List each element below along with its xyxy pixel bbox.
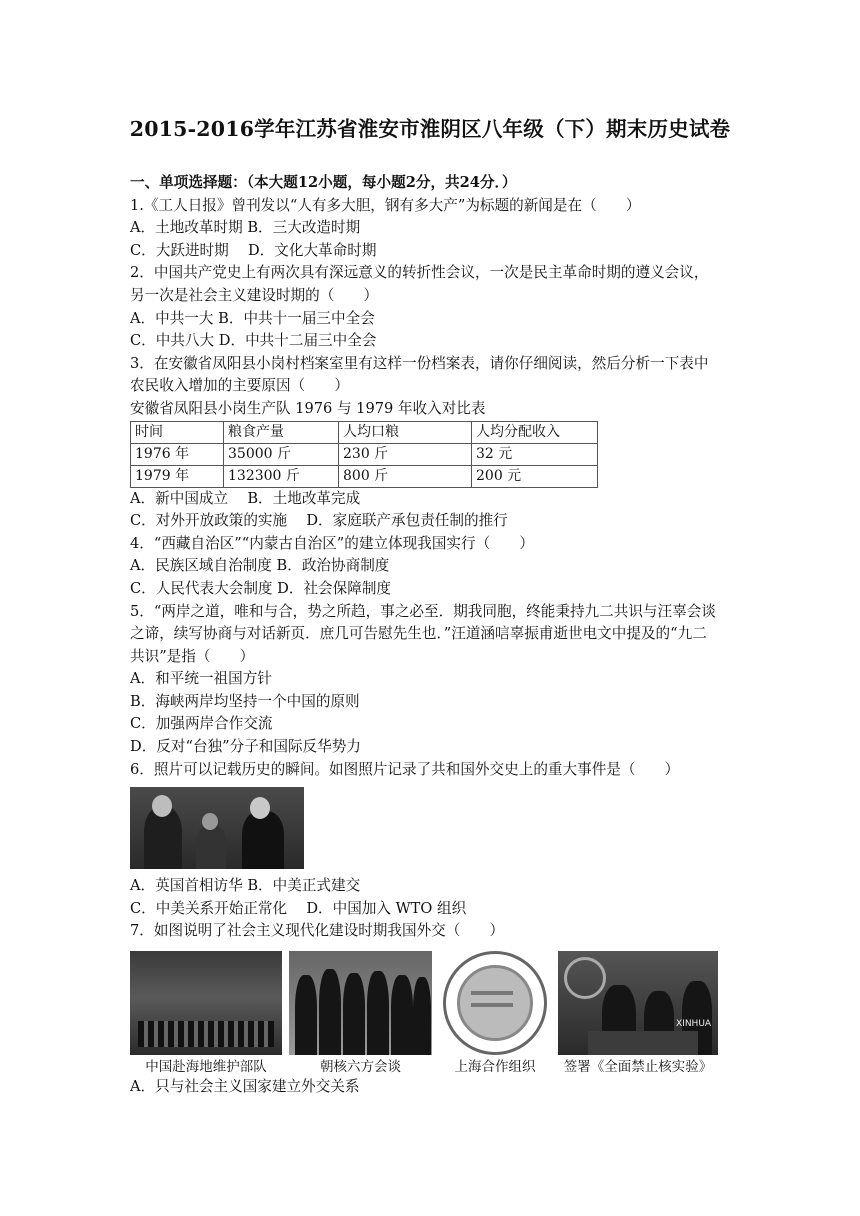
q7-figure-row <box>130 951 730 1076</box>
q5-option-c: C．加强两岸合作交流 <box>130 715 273 733</box>
sco-logo <box>439 951 551 1055</box>
photo-figure <box>242 811 284 869</box>
table-cell: 132300 斤 <box>224 465 339 487</box>
q3-stem-line1: 3．在安徽省凤阳县小岗村档案室里有这样一份档案表，请你仔细阅读，然后分析一下表中 <box>130 354 709 372</box>
q3-stem-line2: 农民收入增加的主要原因（ ） <box>130 377 349 395</box>
q5-option-d: D．反对“台独”分子和国际反华势力 <box>130 738 361 756</box>
figure-haiti <box>130 951 282 1076</box>
income-table <box>130 421 598 488</box>
logo-band <box>471 1003 513 1007</box>
q5-option-b: B．海峡两岸均坚持一个中国的原则 <box>130 692 360 710</box>
figure-caption: 上海合作组织 <box>454 1059 536 1076</box>
table-cell: 1979 年 <box>131 465 224 487</box>
q6-options-cd: C．中美关系开始正常化 D．中国加入 WTO 组织 <box>130 899 467 917</box>
photo-figure <box>413 977 431 1055</box>
q4-stem: 4．“西藏自治区”“内蒙古自治区”的建立体现我国实行（ ） <box>130 534 534 552</box>
treaty-signing-photo <box>558 951 718 1055</box>
q5-stem-line2: 之谛，续写协商与对话新页．庶几可告慰先生也．”汪道涵唁辜振甫逝世电文中提及的“九二 <box>130 625 707 643</box>
table-header: 人均分配收入 <box>472 421 598 443</box>
q1-options-ab: A．土地改革时期 B．三大改造时期 <box>130 219 361 237</box>
xinhua-watermark: XINHUA <box>676 1019 712 1030</box>
q2-stem-line1: 2．中国共产党史上有两次具有深远意义的转折性会议，一次是民主革命时期的遵义会议， <box>130 264 709 282</box>
photo-figure <box>196 825 226 869</box>
table-cell: 32 元 <box>472 443 598 465</box>
q1-stem: 1.《工人日报》曾刊发以“人有多大胆，钢有多大产”为标题的新闻是在（ ） <box>130 196 641 214</box>
q4-options-ab: A．民族区域自治制度 B．政治协商制度 <box>130 557 390 575</box>
table-header: 时间 <box>131 421 224 443</box>
q3-options-cd: C．对外开放政策的实施 D．家庭联产承包责任制的推行 <box>130 512 508 530</box>
question-body <box>130 172 730 1099</box>
figure-test-ban-treaty <box>558 951 718 1076</box>
q5-stem-line3: 共识”是指（ ） <box>130 647 255 665</box>
un-emblem-icon <box>564 957 606 999</box>
q6-options-ab: A．英国首相访华 B．中美正式建交 <box>130 877 361 895</box>
handshake-photo <box>130 787 304 869</box>
table-header: 粮食产量 <box>224 421 339 443</box>
figure-caption: 中国赴海地维护部队 <box>145 1059 267 1076</box>
table-cell: 800 斤 <box>339 465 472 487</box>
table-header: 人均口粮 <box>339 421 472 443</box>
q5-stem-line1: 5．“两岸之道，唯和与合，势之所趋，事之必至．期我同胞，终能秉持九二共识与汪辜会谈 <box>130 602 716 620</box>
table-cell: 230 斤 <box>339 443 472 465</box>
photo-figure <box>367 971 389 1055</box>
table-cell: 35000 斤 <box>224 443 339 465</box>
table-cell: 200 元 <box>472 465 598 487</box>
q7-stem: 7．如图说明了社会主义现代化建设时期我国外交（ ） <box>130 922 505 940</box>
table-cell: 1976 年 <box>131 443 224 465</box>
q2-options-cd: C．中共八大 D．中共十二届三中全会 <box>130 332 377 350</box>
q7-option-a: A．只与社会主义国家建立外交关系 <box>130 1078 360 1096</box>
q5-option-a: A．和平统一祖国方针 <box>130 670 272 688</box>
figure-six-party-talks <box>289 951 432 1076</box>
figure-sco <box>439 951 551 1076</box>
peacekeepers-photo <box>130 951 282 1055</box>
six-party-photo <box>289 951 432 1055</box>
table-header-row <box>131 421 598 443</box>
q2-options-ab: A．中共一大 B．中共十一届三中全会 <box>130 309 375 327</box>
photo-figure <box>319 969 341 1055</box>
troop-formation <box>138 1021 274 1047</box>
photo-figure <box>391 975 413 1055</box>
q6-stem: 6．照片可以记载历史的瞬间。如图照片记录了共和国外交史上的重大事件是（ ） <box>130 760 680 778</box>
table-row <box>131 443 598 465</box>
photo-figure <box>295 975 317 1055</box>
photo-figure <box>343 973 365 1055</box>
figure-caption: 签署《全面禁止核实验》 <box>563 1059 713 1076</box>
section-heading: 一、单项选择题：（本大题12小题，每小题2分，共24分．） <box>130 174 517 191</box>
page-title: 2015-2016学年江苏省淮安市淮阴区八年级（下）期末历史试卷 <box>129 117 731 141</box>
q1-options-cd: C．大跃进时期 D．文化大革命时期 <box>130 241 377 259</box>
figure-caption: 朝核六方会谈 <box>320 1059 401 1076</box>
logo-band <box>471 991 513 995</box>
q3-options-ab: A．新中国成立 B．土地改革完成 <box>130 489 361 507</box>
q4-options-cd: C．人民代表大会制度 D．社会保障制度 <box>130 579 392 597</box>
q2-stem-line2: 另一次是社会主义建设时期的（ ） <box>130 286 379 304</box>
table-row <box>131 465 598 487</box>
q3-table-caption: 安徽省凤阳县小岗生产队 1976 与 1979 年收入对比表 <box>130 399 486 417</box>
